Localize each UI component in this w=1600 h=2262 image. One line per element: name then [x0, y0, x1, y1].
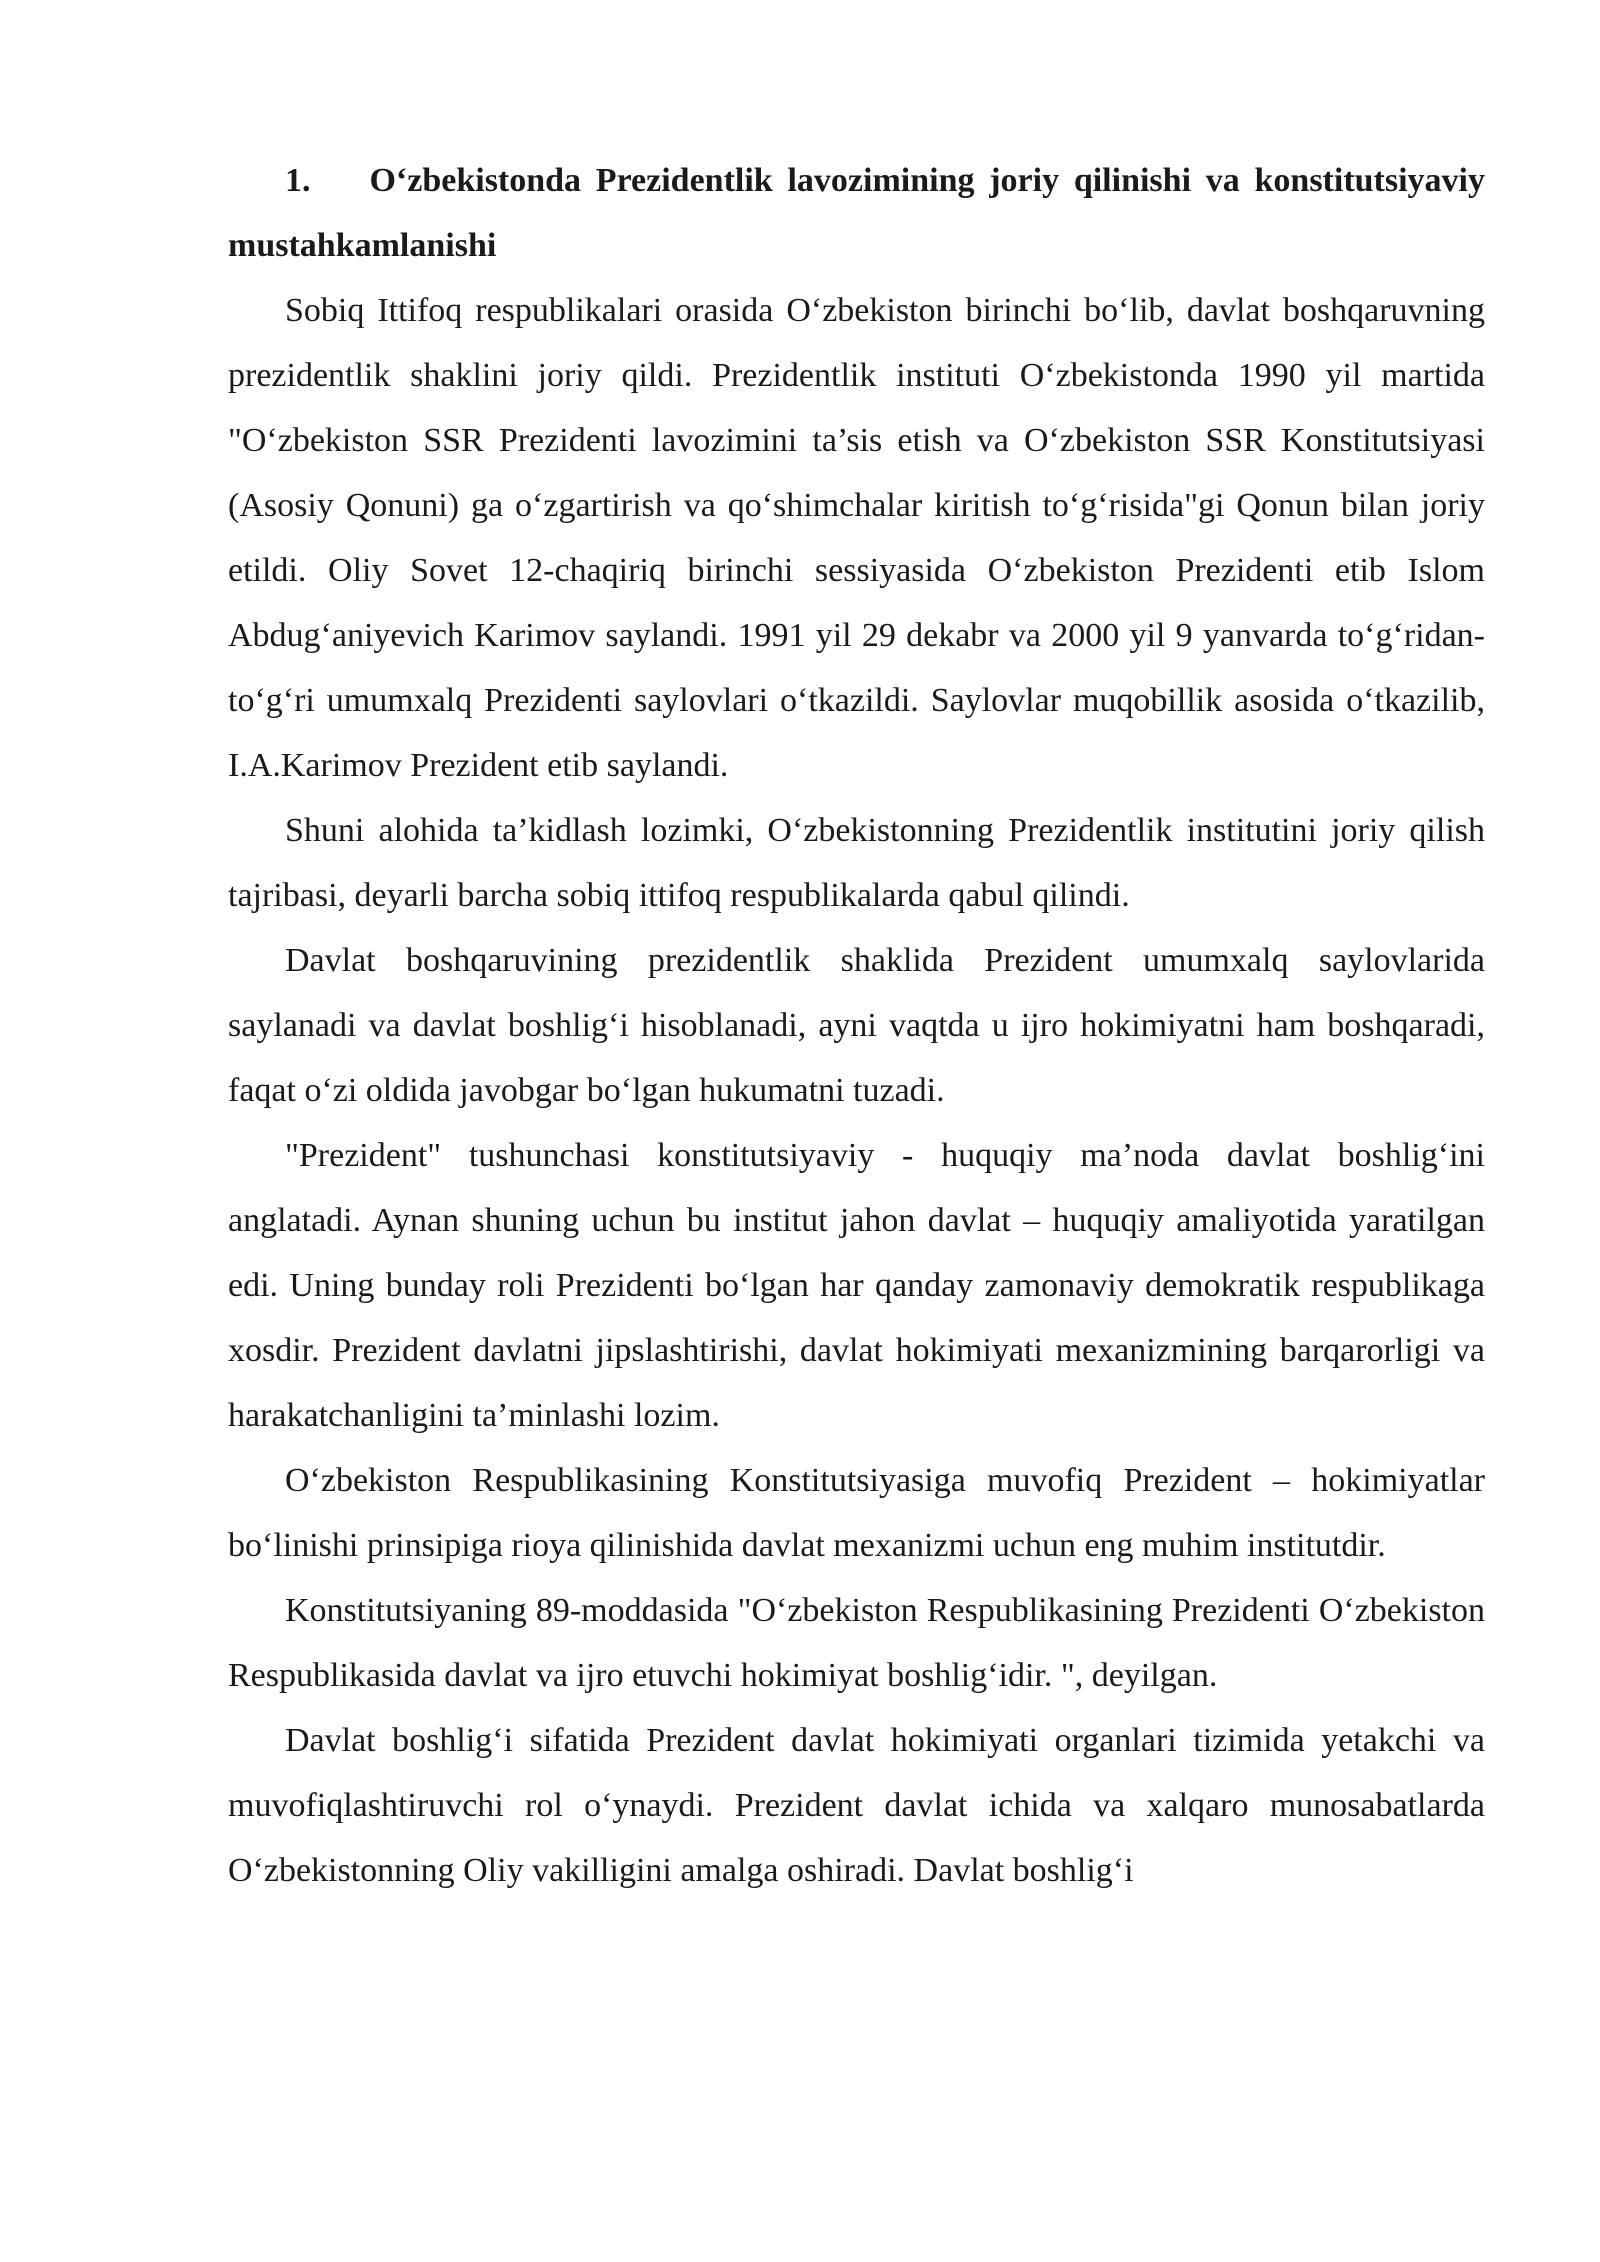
document-page	[228, 148, 1485, 1903]
paragraph-5: O‘zbekiston Respublikasining Konstitutsiyasiga muvofiq Prezident – hokimiyatlar bo‘linishi prinsipiga rioya qilinishida davlat mexanizmi uchun eng muhim institutdir.	[228, 1462, 1485, 1564]
paragraph-2: Shuni alohida ta’kidlash lozimki, O‘zbekistonning Prezidentlik institutini joriy qilish tajribasi, deyarli barcha sobiq ittifoq respublikalarda qabul qilindi.	[228, 812, 1485, 914]
paragraph-7: Davlat boshlig‘i sifatida Prezident davlat hokimiyati organlari tizimida yetakchi va muvofiqlashtiruvchi rol o‘ynaydi. Prezident davlat ichida va xalqaro munosabatlarda O‘zbekistonning Oliy vakilligini amalga oshiradi. Davlat boshlig‘i	[228, 1722, 1485, 1889]
section-heading: 1. O‘zbekistonda Prezidentlik lavozimining joriy qilinishi va konstitutsiyaviy mustahkamlanishi	[228, 162, 1485, 264]
paragraph-1: Sobiq Ittifoq respublikalari orasida O‘zbekiston birinchi bo‘lib, davlat boshqaruvning prezidentlik shaklini joriy qildi. Prezidentlik instituti O‘zbekistonda 1990 yil martida "O‘zbekiston SSR Prezidenti lavozimini ta’sis etish va O‘zbekiston SSR Konstitutsiyasi (Asosiy Qonuni) ga o‘zgartirish va qo‘shimchalar kiritish to‘g‘risida"gi Qonun bilan joriy etildi. Oliy Sovet 12-chaqiriq birinchi sessiyasida O‘zbekiston Prezidenti etib Islom Abdug‘aniyevich Karimov saylandi. 1991 yil 29 dekabr va 2000 yil 9 yanvarda to‘g‘ridan-to‘g‘ri umumxalq Prezidenti saylovlari o‘tkazildi. Saylovlar muqobillik asosida o‘tkazilib, I.A.Karimov Prezident etib saylandi.	[228, 292, 1485, 784]
paragraph-3: Davlat boshqaruvining prezidentlik shaklida Prezident umumxalq saylovlarida saylanadi va davlat boshlig‘i hisoblanadi, ayni vaqtda u ijro hokimiyatni ham boshqaradi, faqat o‘zi oldida javobgar bo‘lgan hukumatni tuzadi.	[228, 942, 1485, 1109]
paragraph-4: "Prezident" tushunchasi konstitutsiyaviy - huquqiy ma’noda davlat boshlig‘ini anglatadi. Aynan shuning uchun bu institut jahon davlat – huquqiy amaliyotida yaratilgan edi. Uning bunday roli Prezidenti bo‘lgan har qanday zamonaviy demokratik respublikaga xosdir. Prezident davlatni jipslashtirishi, davlat hokimiyati mexanizmining barqarorligi va harakatchanligini ta’minlashi lozim.	[228, 1137, 1485, 1434]
paragraph-6: Konstitutsiyaning 89-moddasida "O‘zbekiston Respublikasining Prezidenti O‘zbekiston Respublikasida davlat va ijro etuvchi hokimiyat boshlig‘idir. ", deyilgan.	[228, 1592, 1485, 1694]
